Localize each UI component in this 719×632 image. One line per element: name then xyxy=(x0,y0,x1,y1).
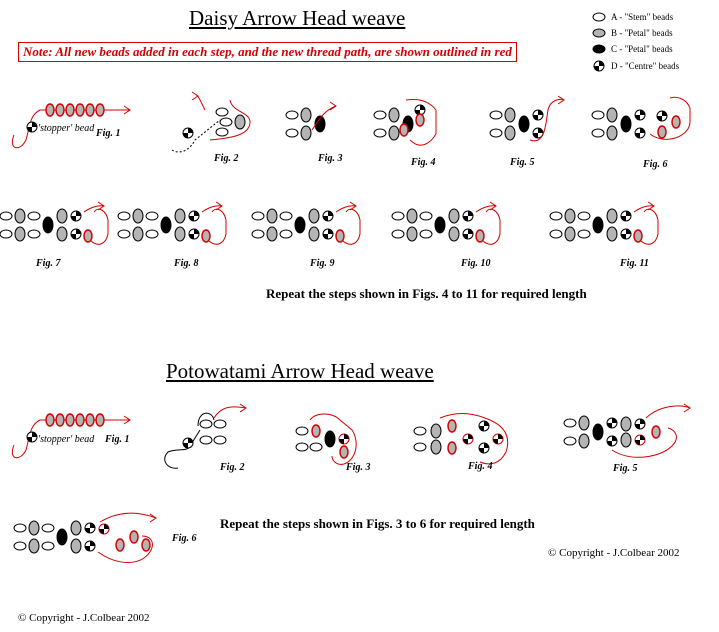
centre-bead-shade xyxy=(189,216,194,221)
centre-bead-shade xyxy=(323,234,328,239)
centre-bead-shade xyxy=(189,234,194,239)
stem-bead xyxy=(146,230,158,238)
thread-path xyxy=(476,206,496,212)
centre-bead-shade xyxy=(188,128,193,133)
petal-bead-new xyxy=(400,124,408,136)
petal-bead-black xyxy=(435,217,445,233)
petal-bead-grey xyxy=(15,227,25,241)
petal-bead-grey xyxy=(607,227,617,241)
stem-bead xyxy=(0,230,12,238)
centre-bead-shade xyxy=(183,133,188,138)
stem-bead xyxy=(14,542,26,550)
thread-path xyxy=(634,206,654,212)
petal-bead-black xyxy=(593,424,603,440)
thread-path xyxy=(214,407,246,418)
petal-bead-new xyxy=(652,426,660,438)
centre-bead-shade xyxy=(640,419,645,424)
petal-bead-grey xyxy=(621,417,631,431)
centre-bead-shade xyxy=(533,115,538,120)
stem-bead xyxy=(14,524,26,532)
petal-bead-new xyxy=(86,104,94,116)
petal-bead-new xyxy=(130,531,138,543)
stem-bead xyxy=(200,436,212,444)
centre-bead-shade xyxy=(657,116,662,121)
stem-bead xyxy=(414,443,426,451)
arrow-head-icon xyxy=(330,102,336,110)
stem-bead xyxy=(118,230,130,238)
legend-label: D - "Centre" beads xyxy=(611,61,680,71)
petal-bead-grey xyxy=(301,108,311,122)
centre-bead-shade xyxy=(640,128,645,133)
petal-bead-black xyxy=(519,116,529,132)
centre-bead-shade xyxy=(344,434,349,439)
arrow-head-icon xyxy=(150,514,156,522)
centre-bead-shade xyxy=(194,211,199,216)
petal-bead-new xyxy=(76,104,84,116)
petal-bead-black xyxy=(325,431,335,447)
centre-bead-shade xyxy=(468,229,473,234)
petal-bead-grey xyxy=(407,227,417,241)
petal-bead-grey xyxy=(71,539,81,553)
centre-bead-shade xyxy=(339,439,344,444)
stem-bead xyxy=(592,129,604,137)
petal-bead-new xyxy=(658,126,666,138)
centre-bead-shade xyxy=(621,216,626,221)
petal-bead-new xyxy=(312,425,320,437)
petal-bead-grey xyxy=(235,115,245,129)
petal-bead-grey xyxy=(133,209,143,223)
petal-bead-new xyxy=(448,442,456,454)
centre-bead-shade xyxy=(533,133,538,138)
thread-path xyxy=(646,406,690,418)
stem-bead xyxy=(252,230,264,238)
thread-path-black xyxy=(165,430,200,468)
centre-bead-shade xyxy=(635,440,640,445)
stem-bead xyxy=(414,427,426,435)
potowatami-fig-1-label: Fig. 1 xyxy=(105,434,130,445)
potowatami-fig-5-label: Fig. 5 xyxy=(613,463,638,474)
centre-bead-shade xyxy=(468,434,473,439)
petal-bead-grey xyxy=(57,227,67,241)
stem-bead xyxy=(550,212,562,220)
centre-bead-shade xyxy=(538,110,543,115)
petal-bead-black xyxy=(43,217,53,233)
petal-bead-new xyxy=(634,230,642,242)
potowatami-fig-6-label: Fig. 6 xyxy=(172,533,197,544)
stem-bead xyxy=(296,443,308,451)
centre-bead-shade xyxy=(76,211,81,216)
stem-bead xyxy=(252,212,264,220)
centre-bead-shade xyxy=(71,216,76,221)
centre-bead-shade xyxy=(85,528,90,533)
centre-bead-shade xyxy=(32,122,37,127)
centre-bead-shade xyxy=(607,441,612,446)
centre-bead-shade xyxy=(484,421,489,426)
daisy-fig-1-label: Fig. 1 xyxy=(96,128,121,139)
potowatami-repeat-text: Repeat the steps shown in Figs. 3 to 6 for required length xyxy=(220,516,535,531)
centre-bead-shade xyxy=(484,443,489,448)
daisy-fig-4-label: Fig. 4 xyxy=(411,157,436,168)
thread-path xyxy=(202,206,222,212)
daisy-fig-3-label: Fig. 3 xyxy=(318,153,343,164)
centre-bead-shade xyxy=(328,211,333,216)
petal-bead-grey xyxy=(579,434,589,448)
stem-bead xyxy=(42,524,54,532)
potowatami-fig-2-label: Fig. 2 xyxy=(220,462,245,473)
petal-bead-new xyxy=(46,104,54,116)
stem-bead xyxy=(420,212,432,220)
petal-bead-grey xyxy=(71,521,81,535)
legend-label: A - "Stem" beads xyxy=(611,12,674,22)
stem-bead xyxy=(310,443,322,451)
potowatami-title: Potowatami Arrow Head weave xyxy=(166,359,434,383)
stem-bead xyxy=(550,230,562,238)
thread-path xyxy=(640,209,658,244)
daisy-fig-9-label: Fig. 9 xyxy=(310,258,335,269)
daisy-fig-7-label: Fig. 7 xyxy=(36,258,61,269)
stem-bead xyxy=(220,118,232,126)
petal-bead-grey xyxy=(505,108,515,122)
centre-bead-shade xyxy=(420,105,425,110)
petal-bead-grey xyxy=(431,424,441,438)
petal-bead-new xyxy=(448,420,456,432)
petal-bead-grey xyxy=(607,108,617,122)
stem-bead xyxy=(214,420,226,428)
stem-bead xyxy=(374,129,386,137)
stem-bead xyxy=(564,437,576,445)
petal-bead-grey xyxy=(29,539,39,553)
potowatami-fig-3-label: Fig. 3 xyxy=(346,462,371,473)
daisy-fig-5-label: Fig. 5 xyxy=(510,157,535,168)
centre-bead-shade xyxy=(538,128,543,133)
petal-bead-grey xyxy=(301,126,311,140)
petal-bead-grey xyxy=(389,108,399,122)
petal-bead-black xyxy=(621,116,631,132)
petal-bead-grey xyxy=(621,433,631,447)
centre-bead-shade xyxy=(328,229,333,234)
petal-bead-new xyxy=(476,230,484,242)
stem-bead xyxy=(374,111,386,119)
centre-bead-shade xyxy=(612,436,617,441)
petal-bead-new xyxy=(416,114,424,126)
petal-bead-new xyxy=(84,230,92,242)
daisy-fig-8-label: Fig. 8 xyxy=(174,258,199,269)
thread-path xyxy=(342,209,360,244)
centre-bead-shade xyxy=(640,110,645,115)
copyright-right: © Copyright - J.Colbear 2002 xyxy=(548,547,680,559)
petal-bead-new xyxy=(56,104,64,116)
copyright-bottom: © Copyright - J.Colbear 2002 xyxy=(18,612,150,624)
centre-bead-shade xyxy=(463,439,468,444)
petal-bead-grey xyxy=(267,209,277,223)
centre-bead-shade xyxy=(626,229,631,234)
petal-bead-grey xyxy=(15,209,25,223)
centre-bead-shade xyxy=(640,435,645,440)
centre-bead-shade xyxy=(463,234,468,239)
petal-bead-grey xyxy=(175,227,185,241)
petal-bead-new xyxy=(76,414,84,426)
centre-bead-shade xyxy=(468,211,473,216)
centre-bead-shade xyxy=(188,438,193,443)
stem-bead xyxy=(118,212,130,220)
thread-path-black xyxy=(172,120,220,152)
stem-bead xyxy=(286,111,298,119)
petal-bead-grey xyxy=(505,126,515,140)
centre-bead-shade xyxy=(662,111,667,116)
thread-path xyxy=(650,97,690,139)
centre-bead-shade xyxy=(323,216,328,221)
stem-bead xyxy=(564,419,576,427)
centre-bead-shade xyxy=(479,448,484,453)
centre-bead-shade xyxy=(71,234,76,239)
petal-bead-grey xyxy=(565,209,575,223)
stem-bead xyxy=(200,420,212,428)
petal-bead-grey xyxy=(607,126,617,140)
centre-bead-shade xyxy=(99,529,104,534)
stem-bead xyxy=(420,230,432,238)
daisy-note: Note: All new beads added in each step, and the new thread path, are shown outlined in red xyxy=(18,42,517,62)
petal-bead-grey xyxy=(175,209,185,223)
stem-bead xyxy=(578,230,590,238)
petal-bead-new xyxy=(142,539,150,551)
centre-bead-shade xyxy=(607,423,612,428)
petal-bead-new xyxy=(96,414,104,426)
centre-bead-shade xyxy=(104,524,109,529)
petal-bead-new xyxy=(672,116,680,128)
centre-bead-shade xyxy=(635,133,640,138)
stem-bead xyxy=(280,230,292,238)
petal-bead-new xyxy=(66,104,74,116)
centre-bead-shade xyxy=(621,234,626,239)
petal-bead-new xyxy=(66,414,74,426)
centre-bead-shade xyxy=(76,229,81,234)
legend-label: B - "Petal" beads xyxy=(611,28,673,38)
stem-bead xyxy=(592,111,604,119)
thread-path xyxy=(336,206,356,212)
stem-bead xyxy=(286,129,298,137)
petal-bead-grey xyxy=(267,227,277,241)
potowatami-stopper-label: 'stopper' bead xyxy=(38,434,95,445)
thread-path xyxy=(90,209,108,244)
stem-bead xyxy=(490,129,502,137)
petal-bead-new xyxy=(86,414,94,426)
centre-bead-shade xyxy=(493,439,498,444)
petal-bead-grey xyxy=(431,440,441,454)
stem-bead xyxy=(146,212,158,220)
arrow-head-icon xyxy=(192,92,198,100)
petal-bead-grey xyxy=(407,209,417,223)
centre-bead-shade xyxy=(90,523,95,528)
petal-bead-new xyxy=(46,414,54,426)
thread-path xyxy=(100,513,156,522)
centre-bead-shade xyxy=(85,546,90,551)
centre-bead-shade xyxy=(635,424,640,429)
stem-bead xyxy=(280,212,292,220)
petal-bead-new xyxy=(56,414,64,426)
petal-bead-grey xyxy=(309,209,319,223)
petal-bead-new xyxy=(336,230,344,242)
petal-bead-black xyxy=(57,529,67,545)
petal-bead-new xyxy=(340,446,348,458)
centre-bead-shade xyxy=(498,434,503,439)
thread-path xyxy=(196,95,205,110)
petal-bead-grey xyxy=(565,227,575,241)
petal-bead-grey xyxy=(449,227,459,241)
stem-bead xyxy=(214,436,226,444)
daisy-fig-11-label: Fig. 11 xyxy=(620,258,649,269)
stem-bead xyxy=(42,542,54,550)
thread-path xyxy=(84,206,104,212)
centre-bead-shade xyxy=(183,443,188,448)
stem-bead xyxy=(0,212,12,220)
centre-bead-shade xyxy=(90,541,95,546)
centre-bead-shade xyxy=(463,216,468,221)
daisy-fig-2-label: Fig. 2 xyxy=(214,153,239,164)
stem-bead xyxy=(392,230,404,238)
petal-bead-black xyxy=(161,217,171,233)
centre-bead-shade xyxy=(612,418,617,423)
petal-bead-new xyxy=(116,539,124,551)
arrow-head-icon xyxy=(684,404,690,412)
petal-bead-black xyxy=(593,217,603,233)
petal-bead-grey xyxy=(389,126,399,140)
stem-bead xyxy=(392,212,404,220)
petal-bead-new xyxy=(96,104,104,116)
centre-bead-shade xyxy=(626,211,631,216)
stem-bead xyxy=(578,212,590,220)
petal-bead-grey xyxy=(57,209,67,223)
centre-bead-shade xyxy=(479,426,484,431)
arrow-head-icon xyxy=(558,96,564,104)
legend-label: C - "Petal" beads xyxy=(611,44,673,54)
petal-bead-grey xyxy=(133,227,143,241)
petal-bead-grey xyxy=(579,416,589,430)
daisy-fig-6-label: Fig. 6 xyxy=(643,159,668,170)
centre-bead-shade xyxy=(32,432,37,437)
potowatami-fig-4-label: Fig. 4 xyxy=(468,461,493,472)
daisy-stopper-label: 'stopper' bead xyxy=(38,123,95,134)
thread-path xyxy=(482,209,500,244)
stem-bead xyxy=(296,427,308,435)
stem-bead xyxy=(28,212,40,220)
centre-bead-shade xyxy=(194,229,199,234)
stem-bead xyxy=(216,128,228,136)
thread-path xyxy=(208,209,226,244)
petal-bead-grey xyxy=(309,227,319,241)
petal-bead-new xyxy=(202,230,210,242)
stem-bead xyxy=(490,111,502,119)
petal-bead-grey xyxy=(449,209,459,223)
daisy-repeat-text: Repeat the steps shown in Figs. 4 to 11 for required length xyxy=(266,286,587,301)
daisy-fig-10-label: Fig. 10 xyxy=(461,258,491,269)
centre-bead-shade xyxy=(635,115,640,120)
daisy-title: Daisy Arrow Head weave xyxy=(189,6,406,30)
petal-bead-black xyxy=(295,217,305,233)
petal-bead-grey xyxy=(607,209,617,223)
petal-bead-grey xyxy=(29,521,39,535)
stem-bead xyxy=(28,230,40,238)
stem-bead xyxy=(216,108,228,116)
